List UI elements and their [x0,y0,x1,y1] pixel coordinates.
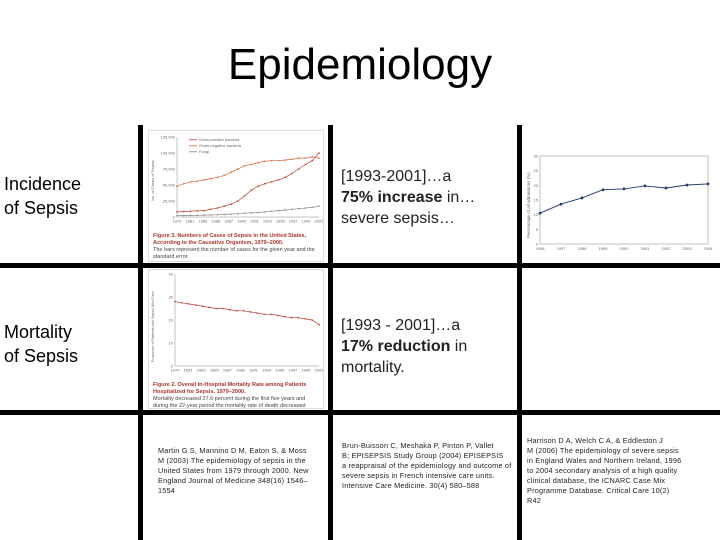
data-point [257,185,259,187]
x-tick-label: 2001 [314,367,323,373]
x-tick-label: 2001 [640,246,650,251]
reference-line: in England Wales and Northern Ireland, 1996 [527,456,682,465]
data-point [217,207,219,209]
mortality-chart [149,270,323,375]
caption-body: The bars represent the number of cases for the given year and the standard error. [153,247,315,260]
x-tick-label: 2001 [314,218,323,224]
legend-label: Gram-positive bacteria [199,137,240,142]
y-tick-label: 25 [533,168,538,174]
x-tick-label: 1993 [262,367,272,373]
x-tick-label: 1997 [288,218,298,224]
data-point [203,214,205,216]
data-point [244,195,246,197]
data-point [257,162,259,164]
data-point [190,181,192,183]
summary-rest: in [450,338,468,355]
data-point [203,179,205,181]
reference-line: Brun-Buisson C, Meshaka P, Pinton P, Vallet [342,441,494,450]
data-point [210,209,212,211]
row-label-line: Mortality [4,322,73,342]
data-point [318,205,320,207]
reference-brun-buisson [342,441,514,491]
figure-severe-sepsis-admissions [524,150,714,260]
y-axis-label: Percentage of all admissions (%) [526,172,531,238]
data-point [304,318,306,320]
reference-line: severe sepsis in French intensive care units. [342,471,495,480]
data-point [318,152,320,154]
summary-line [341,187,511,208]
data-point [237,168,239,170]
data-point [183,211,185,213]
x-tick-label: 1995 [275,367,285,373]
reference-line: Programme Database. Critical Care 10(2) [527,486,670,495]
y-tick-label: 10 [168,340,173,346]
data-point [318,324,320,326]
data-point [176,211,178,213]
data-point [539,212,542,215]
x-tick-label: 1995 [275,218,285,224]
data-point [210,178,212,180]
data-point [271,210,273,212]
data-point [298,208,300,210]
incidence-chart [149,131,323,231]
y-tick-label: 0 [172,214,175,220]
caption-heading: Figure 3. Numbers of Cases of Sepsis in the United States, According to the Causative Organism, 1979–2000. [153,233,307,246]
x-tick-label: 2004 [703,246,713,251]
data-point [707,182,710,185]
data-point [176,185,178,187]
data-point [174,301,176,303]
data-point [236,310,238,312]
y-tick-label: 20 [533,182,538,188]
data-point [257,212,259,214]
reference-line: United States from 1979 through 2000. New [158,466,309,475]
x-tick-label: 1983 [196,367,206,373]
data-point [278,179,280,181]
x-tick-label: 1989 [236,367,245,373]
x-tick-label: 1987 [224,218,234,224]
data-point [224,214,226,216]
y-tick-label: 30 [533,153,538,159]
grid-vertical-line-2 [328,125,333,540]
data-point [298,157,300,159]
series-line [177,157,319,187]
y-tick-label: 0 [535,241,538,247]
x-tick-label: 1991 [250,218,259,224]
grid-vertical-line-1 [138,125,143,540]
data-point [305,157,307,159]
x-tick-label: 2000 [619,246,629,251]
data-point [284,159,286,161]
admissions-chart [524,150,714,260]
x-tick-label: 1999 [598,246,608,251]
reference-martin [158,446,324,496]
incidence-summary [341,166,511,229]
data-point [196,210,198,212]
data-point [251,164,253,166]
data-point [318,157,320,159]
x-tick-label: 1993 [262,218,272,224]
data-point [202,305,204,307]
y-tick-label: 100,000 [160,150,175,156]
data-point [230,213,232,215]
summary-rest: in… [442,189,476,206]
x-tick-label: 1999 [301,218,311,224]
summary-line: severe sepsis… [341,210,455,227]
data-point [602,188,605,191]
x-tick-label: 1998 [577,246,587,251]
x-tick-label: 1987 [222,367,232,373]
x-tick-label: 1997 [556,246,566,251]
x-tick-label: 1991 [249,367,258,373]
x-tick-label: 1997 [288,367,298,373]
data-point [271,160,273,162]
data-point [284,177,286,179]
data-point [196,214,198,216]
data-point [224,175,226,177]
y-tick-label: 5 [535,226,538,232]
y-tick-label: 50,000 [162,182,175,188]
legend-label: Fungi [199,149,210,154]
grid-horizontal-line-2 [0,410,720,415]
caption-heading: Figure 2. Overall In-Hospital Mortality Rate among Patients Hospitalized for Sepsis, 1979–2000. [153,382,307,395]
summary-bold: 75% increase [341,189,443,206]
y-axis-label: Proportion of Patients with Sepsis Who Died [151,291,155,362]
x-tick-label: 1996 [535,246,545,251]
y-tick-label: 75,000 [162,166,175,172]
summary-line: mortality. [341,359,405,376]
data-point [298,168,300,170]
summary-line: [1993-2001]…a [341,168,452,185]
reference-line: clinical database, the ICNARC Case Mix [527,476,666,485]
data-point [230,203,232,205]
row-label-incidence [4,172,81,220]
data-point [224,205,226,207]
series-line [177,153,319,212]
caption-body: Mortality decreased 27.6 percent during the first five years and during the 22-year period the mortality rate of death decreased [153,396,306,409]
data-point [183,183,185,185]
data-point [190,210,192,212]
data-point [270,313,272,315]
data-point [237,200,239,202]
x-tick-label: 1983 [198,218,208,224]
y-tick-label: 25,000 [162,198,175,204]
reference-line: Harrison D A, Welch C A, & Eddleston J [527,436,664,445]
data-point [271,181,273,183]
data-point [291,209,293,211]
data-point [644,185,647,188]
reference-line: M (2006) The epidemiology of severe sepsis [527,446,679,455]
data-point [203,210,205,212]
row-label-line: of Sepsis [4,198,79,218]
data-point [243,310,245,312]
data-point [251,212,253,214]
summary-line [341,336,511,357]
reference-line: B; EPISEPSIS Study Group (2004) EPISEPSIS [342,451,504,460]
data-point [291,173,293,175]
data-point [237,213,239,215]
data-point [291,317,293,319]
x-tick-label: 1981 [183,367,193,373]
data-point [217,177,219,179]
data-point [244,165,246,167]
data-point [215,308,217,310]
y-axis-label: No. of Cases of Sepsis [150,160,155,201]
x-tick-label: 1979 [172,218,182,224]
data-point [311,156,313,158]
data-point [305,164,307,166]
data-point [291,159,293,161]
figure-caption [153,382,319,409]
data-point [311,207,313,209]
plot-frame [540,156,708,244]
reference-line: a reappraisal of the epidemiology and outcome of [342,461,512,470]
data-point [229,309,231,311]
data-point [244,212,246,214]
mortality-summary [341,315,511,378]
reference-line: R42 [527,496,541,505]
y-tick-label: 15 [533,197,538,203]
data-point [264,211,266,213]
reference-line: M (2003) The epidemiology of sepsis in the [158,456,306,465]
data-point [250,311,252,313]
data-point [176,215,178,217]
summary-line: [1993 - 2001]…a [341,317,461,334]
y-tick-label: 20 [168,317,173,323]
data-point [284,316,286,318]
figure-mortality-rate [148,269,324,409]
data-point [188,303,190,305]
data-point [298,317,300,319]
x-tick-label: 1985 [211,218,221,224]
reference-line: Intensive Care Medicine. 30(4) 580–588 [342,481,480,490]
data-point [311,319,313,321]
x-tick-label: 2003 [682,246,692,251]
data-point [251,189,253,191]
y-tick-label: 10 [533,212,538,218]
data-point [210,214,212,216]
data-point [256,312,258,314]
data-point [230,171,232,173]
data-point [222,308,224,310]
figure-incidence-by-organism [148,130,324,262]
reference-harrison [527,436,713,506]
series-line [175,302,319,325]
figure-caption [153,233,319,261]
grid-horizontal-line-1 [0,263,720,268]
data-point [311,160,313,162]
data-point [263,313,265,315]
row-label-line: Incidence [4,174,82,194]
x-tick-label: 1979 [170,367,180,373]
legend-label: Gram-negative bacteria [199,143,241,148]
summary-bold: 17% reduction [341,338,451,355]
reference-line: Martin G S, Mannino D M, Eaton S, & Moss [158,446,307,455]
slide-title: Epidemiology [227,40,493,89]
reference-line: to 2004 secondary analysis of a high quality [527,466,678,475]
data-point [264,183,266,185]
data-point [195,304,197,306]
y-tick-label: 30 [168,294,173,300]
data-point [623,187,626,190]
data-point [183,215,185,217]
data-point [665,187,668,190]
row-label-line: of Sepsis [4,346,79,366]
data-point [217,214,219,216]
x-tick-label: 1999 [301,367,311,373]
y-tick-label: 40 [168,271,173,277]
data-point [277,315,279,317]
y-tick-label: 0 [170,363,173,369]
data-point [686,184,689,187]
data-point [264,161,266,163]
data-point [208,307,210,309]
data-point [284,209,286,211]
reference-line: England Journal of Medicine 348(16) 1546–1554 [158,476,308,495]
data-point [190,215,192,217]
x-tick-label: 1985 [209,367,219,373]
data-point [560,203,563,206]
data-point [305,207,307,209]
x-tick-label: 1989 [237,218,246,224]
row-label-mortality [4,320,78,368]
data-point [181,302,183,304]
x-tick-label: 1981 [185,218,195,224]
data-point [196,180,198,182]
y-tick-label: 125,000 [160,134,175,140]
x-tick-label: 2002 [661,246,671,251]
data-point [581,197,584,200]
grid-vertical-line-3 [517,125,522,540]
data-point [278,210,280,212]
data-point [278,160,280,162]
